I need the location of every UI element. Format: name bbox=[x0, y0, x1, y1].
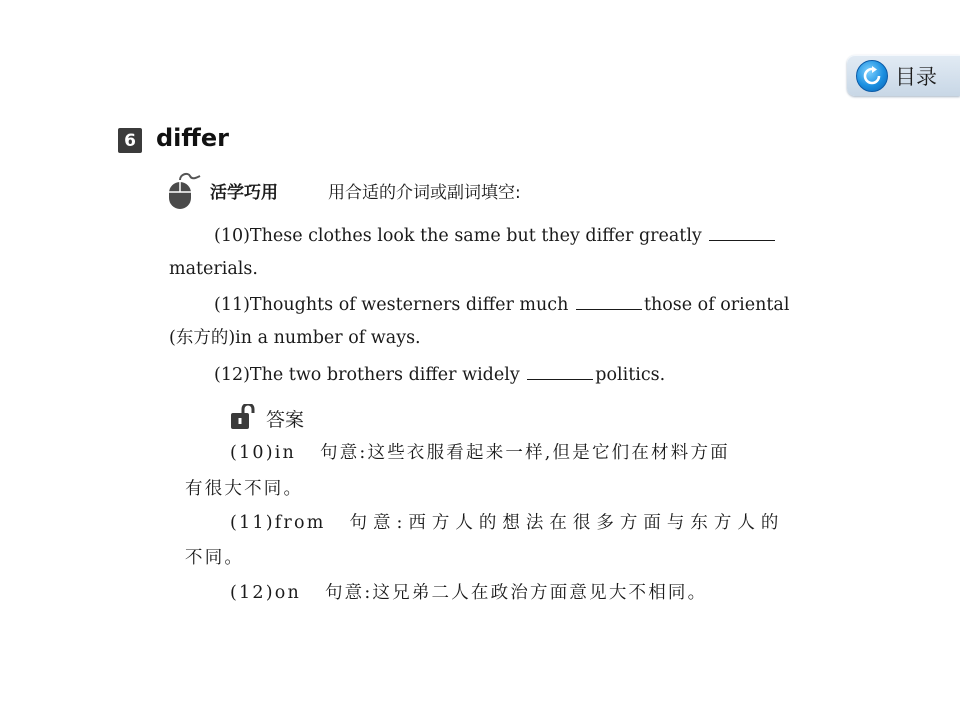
answer-title: 答案 bbox=[266, 409, 305, 431]
unlock-icon bbox=[230, 404, 258, 434]
question-11 bbox=[214, 295, 789, 315]
answer-blank bbox=[576, 295, 642, 310]
answer-11 bbox=[230, 515, 784, 533]
question-10-continued: materials. bbox=[169, 259, 258, 279]
heading-word: differ bbox=[156, 124, 229, 152]
question-10 bbox=[214, 226, 777, 246]
toc-button[interactable] bbox=[847, 55, 960, 96]
refresh-icon bbox=[856, 60, 888, 92]
question-12-text: (12)The two brothers differ widely bbox=[214, 365, 520, 385]
answer-10-continued: 有很大不同。 bbox=[185, 479, 304, 499]
answer-12 bbox=[230, 585, 707, 603]
question-12 bbox=[214, 365, 665, 385]
section-title: 活学巧用 bbox=[210, 183, 278, 203]
answer-10-explanation: 句意:这些衣服看起来一样,但是它们在材料方面 bbox=[320, 443, 730, 463]
question-11-text: (11)Thoughts of westerners differ much bbox=[214, 295, 569, 315]
question-11-continued: (东方的)in a number of ways. bbox=[169, 328, 421, 348]
answer-10-key: (10)in bbox=[230, 443, 296, 463]
question-11-text-after: those of oriental bbox=[643, 295, 790, 315]
answer-12-key: (12)on bbox=[230, 583, 301, 603]
item-number-badge: 6 bbox=[118, 128, 142, 153]
answer-11-continued: 不同。 bbox=[185, 548, 245, 568]
answer-10 bbox=[230, 445, 730, 463]
question-10-text: (10)These clothes look the same but they differ greatly bbox=[214, 226, 702, 246]
answer-12-explanation: 句意:这兄弟二人在政治方面意见大不相同。 bbox=[324, 583, 708, 603]
section-instruction: 用合适的介词或副词填空: bbox=[328, 183, 521, 203]
answer-blank bbox=[709, 226, 775, 241]
toc-label: 目录 bbox=[895, 64, 937, 89]
answer-11-key: (11)from bbox=[230, 513, 326, 533]
answer-blank bbox=[527, 365, 593, 380]
question-12-text-after: politics. bbox=[595, 365, 666, 385]
mouse-icon bbox=[166, 170, 204, 216]
answer-11-explanation: 句意:西方人的想法在很多方面与东方人的 bbox=[349, 513, 785, 533]
